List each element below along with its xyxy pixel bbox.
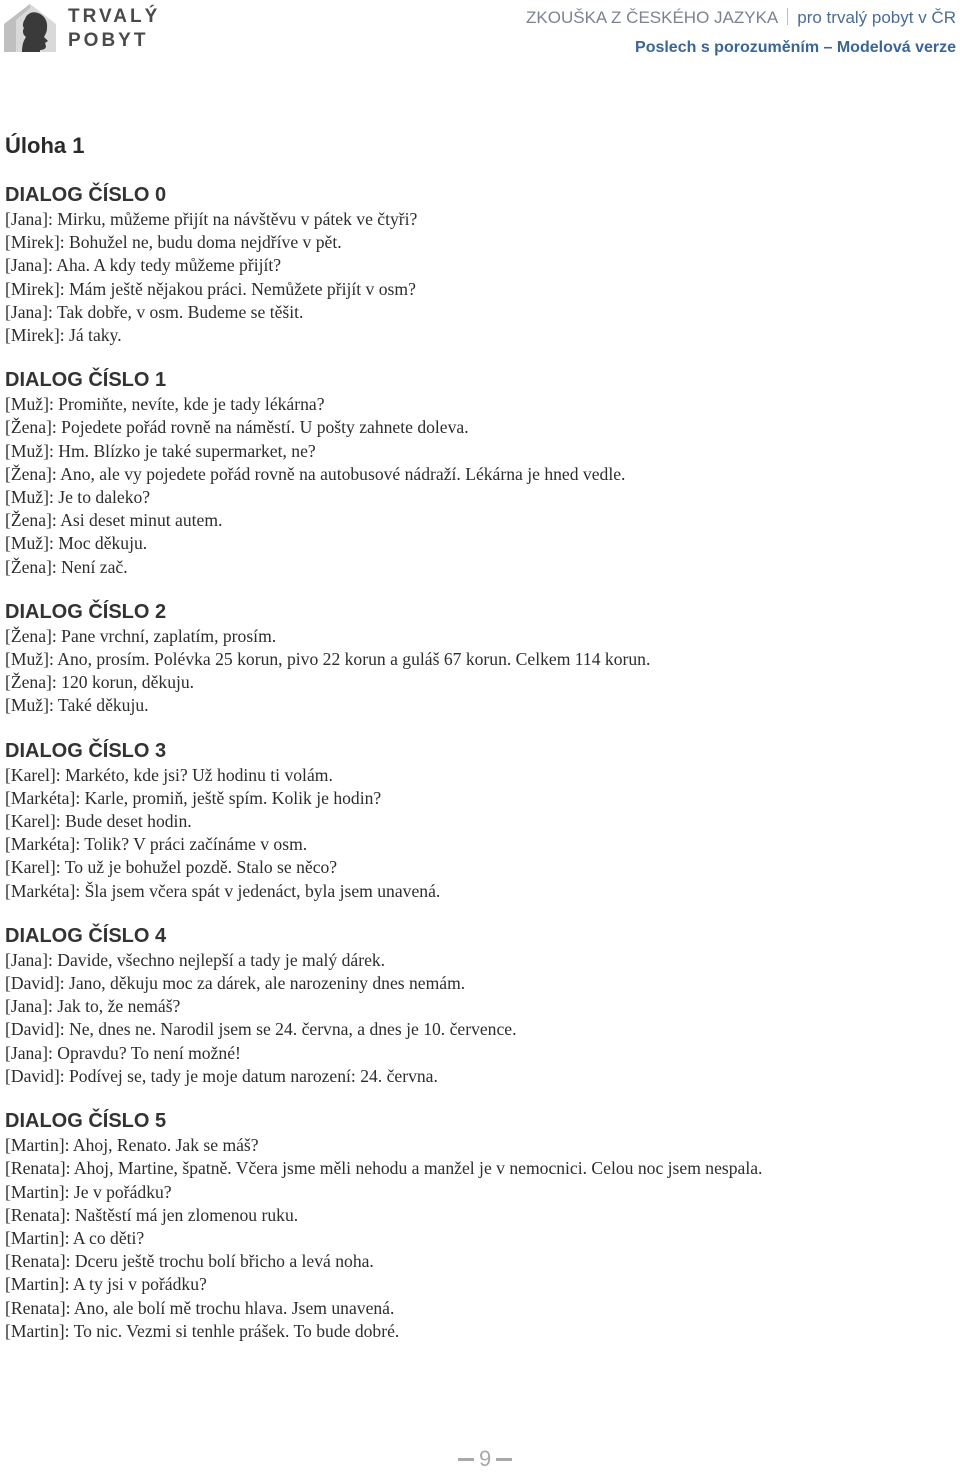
- dialog-heading: DIALOG ČÍSLO 0: [5, 184, 167, 206]
- dialog-line: [Jana]: Mirku, můžeme přijít na návštěvu v pátek ve čtyři?: [5, 209, 418, 229]
- dialog-line: [Martin]: A co děti?: [5, 1227, 145, 1248]
- dialog-section: [5, 600, 945, 718]
- dialog-line: [Renata]: Dceru ještě trochu bolí břicho a levá noha.: [5, 1251, 374, 1272]
- page-number-group: [458, 1446, 512, 1472]
- dialog-line: [Muž]: Je to daleko?: [5, 487, 151, 508]
- dialog-line: [Markéta]: Šla jsem včera spát v jedenáct, byla jsem unavená.: [5, 880, 441, 901]
- dialog-line: [Karel]: To už je bohužel pozdě. Stalo se něco?: [5, 857, 338, 878]
- dialog-heading: DIALOG ČÍSLO 5: [5, 1110, 167, 1133]
- dialog-line: [Žena]: 120 korun, děkuju.: [5, 672, 195, 693]
- dialog-line: [Muž]: Ano, prosím. Polévka 25 korun, pivo 22 korun a guláš 67 korun. Celkem 114 korun.: [5, 649, 651, 670]
- exam-title: ZKOUŠKA Z ČESKÉHO JAZYKA: [526, 8, 779, 27]
- dialog-line: [Renata]: Ahoj, Martine, špatně. Včera jsme měli nehodu a manžel je v nemocnici. Celou noc jsem nespala.: [5, 1158, 763, 1179]
- dialog-heading: DIALOG ČÍSLO 4: [5, 924, 167, 947]
- header-separator: [787, 8, 788, 25]
- task-title: Úloha 1: [5, 133, 85, 158]
- dialog-line: [Muž]: Hm. Blízko je také supermarket, ne?: [5, 440, 316, 461]
- dialog-line: [Renata]: Ano, ale bolí mě trochu hlava. Jsem unavená.: [5, 1297, 395, 1318]
- dialog-line: [Martin]: Ahoj, Renato. Jak se máš?: [5, 1135, 259, 1156]
- house-profile-logo-icon: [2, 2, 60, 54]
- dialog-line: [David]: Podívej se, tady je moje datum narození: 24. června.: [5, 1065, 438, 1086]
- dialog-line: [Muž]: Moc děkuju.: [5, 533, 148, 554]
- header-info: [526, 8, 956, 58]
- page-header: [0, 0, 960, 62]
- dialog-line: [Žena]: Pojedete pořád rovně na náměstí. U pošty zahnete doleva.: [5, 417, 469, 438]
- dialog-line: [Jana]: Aha. A kdy tedy můžeme přijít?: [5, 255, 282, 276]
- dialog-section: [5, 1109, 945, 1343]
- dialog-line: [Mirek]: Já taky.: [5, 325, 122, 346]
- page-number-dash-left: [458, 1458, 474, 1461]
- dialog-line: [Karel]: Bude deset hodin.: [5, 811, 192, 832]
- logo-text-line1: TRVALÝ: [68, 6, 161, 27]
- page-number-dash-right: [496, 1458, 512, 1461]
- dialog-line: [Muž]: Promiňte, nevíte, kde je tady lékárna?: [5, 394, 325, 415]
- dialog-section: [5, 368, 945, 579]
- dialog-line: [David]: Jano, děkuju moc za dárek, ale narozeniny dnes nemám.: [5, 973, 466, 994]
- dialog-line: [Renata]: Naštěstí má jen zlomenou ruku.: [5, 1204, 299, 1225]
- logo: [2, 2, 161, 56]
- dialog-line: [David]: Ne, dnes ne. Narodil jsem se 24. června, a dnes je 10. července.: [5, 1019, 517, 1040]
- dialog-line: [Mirek]: Mám ještě nějakou práci. Nemůžete přijít v osm?: [5, 278, 416, 299]
- dialog-heading: DIALOG ČÍSLO 3: [5, 739, 167, 762]
- dialog-line: [Jana]: Davide, všechno nejlepší a tady je malý dárek.: [5, 949, 386, 970]
- logo-text-line2: POBYT: [68, 30, 149, 51]
- exam-subtitle: pro trvalý pobyt v ČR: [797, 8, 956, 27]
- dialog-line: [Markéta]: Karle, promiň, ještě spím. Kolik je hodin?: [5, 787, 382, 808]
- dialog-heading: DIALOG ČÍSLO 1: [5, 369, 167, 392]
- dialog-line: [Jana]: Tak dobře, v osm. Budeme se těšit.: [5, 301, 304, 322]
- dialog-line: [Jana]: Opravdu? To není možné!: [5, 1042, 241, 1063]
- dialog-line: [Muž]: Také děkuju.: [5, 695, 149, 716]
- dialog-line: [Karel]: Markéto, kde jsi? Už hodinu ti volám.: [5, 764, 333, 785]
- dialog-list: [5, 183, 945, 1343]
- dialog-line: [Žena]: Ano, ale vy pojedete pořád rovně na autobusové nádraží. Lékárna je hned vedle.: [5, 463, 626, 484]
- main-content: [5, 131, 945, 1364]
- dialog-heading: DIALOG ČÍSLO 2: [5, 600, 167, 623]
- dialog-line: [Žena]: Pane vrchní, zaplatím, prosím.: [5, 625, 277, 646]
- page-number: 9: [479, 1446, 492, 1471]
- dialog-line: [Žena]: Asi deset minut autem.: [5, 510, 223, 531]
- dialog-section: [5, 739, 945, 903]
- dialog-line: [Mirek]: Bohužel ne, budu doma nejdříve v pět.: [5, 232, 342, 253]
- exam-line: [526, 8, 956, 28]
- dialog-line: [Martin]: Je v pořádku?: [5, 1181, 172, 1202]
- dialog-line: [Žena]: Není zač.: [5, 556, 128, 577]
- section-title: Poslech s porozuměním – Modelová verze: [635, 39, 956, 56]
- dialog-line: [Markéta]: Tolik? V práci začínáme v osm.: [5, 834, 308, 855]
- dialog-section: [5, 924, 945, 1088]
- dialog-line: [Jana]: Jak to, že nemáš?: [5, 996, 181, 1017]
- dialog-line: [Martin]: A ty jsi v pořádku?: [5, 1274, 207, 1295]
- dialog-section: [5, 183, 945, 347]
- dialog-line: [Martin]: To nic. Vezmi si tenhle prášek. To bude dobré.: [5, 1320, 400, 1341]
